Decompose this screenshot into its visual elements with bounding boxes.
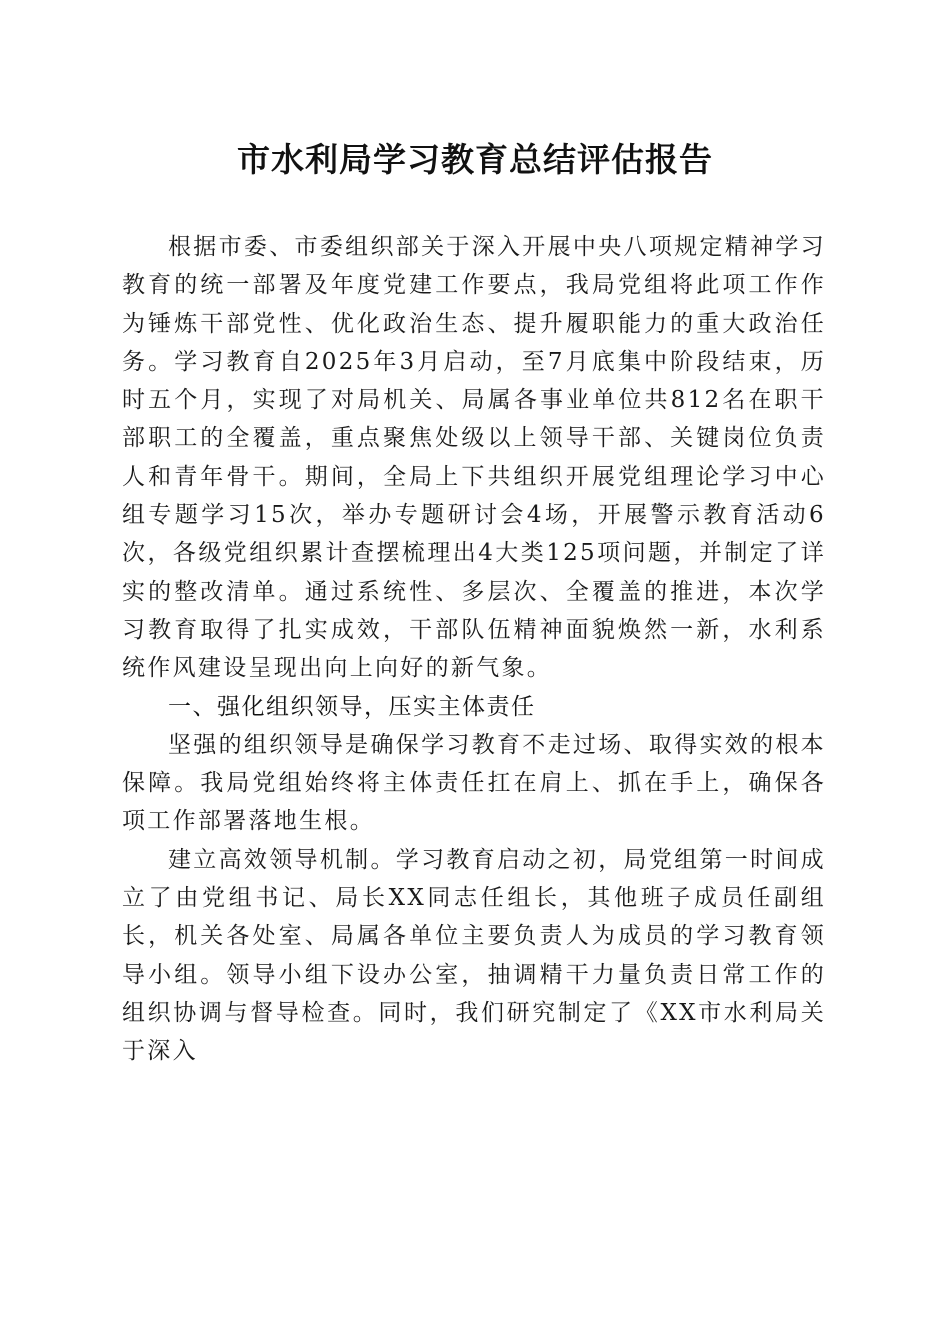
section-1-paragraph-1: 坚强的组织领导是确保学习教育不走过场、取得实效的根本保障。我局党组始终将主体责任扛在肩上、抓在手上，确保各项工作部署落地生根。 [122,731,826,835]
intro-paragraph: 根据市委、市委组织部关于深入开展中央八项规定精神学习教育的统一部署及年度党建工作要点，我局党组将此项工作作为锤炼干部党性、优化政治生态、提升履职能力的重大政治任务。学习教育自2025年3月启动，至7月底集中阶段结束，历时五个月，实现了对局机关、局属各事业单位共812名在职干部职工的全覆盖，重点聚焦处级以上领导干部、关键岗位负责人和青年骨干。期间，全局上下共组织开展党组理论学习中心组专题学习15次，举办专题研讨会4场，开展警示教育活动6次，各级党组织累计查摆梳理出4大类125项问题，并制定了详实的整改清单。通过系统性、多层次、全覆盖的推进，本次学习教育取得了扎实成效，干部队伍精神面貌焕然一新，水利系统作风建设呈现出向上向好的新气象。 [122,234,826,682]
section-1-paragraph-2: 建立高效领导机制。学习教育启动之初，局党组第一时间成立了由党组书记、局长XX同志任组长，其他班子成员任副组长，机关各处室、局属各单位主要负责人为成员的学习教育领导小组。领导小组下设办公室，抽调精干力量负责日常工作的组织协调与督导检查。同时，我们研究制定了《XX市水利局关于深入 [122,846,826,1065]
document-body [122,228,826,1071]
document-title: 市水利局学习教育总结评估报告 [237,140,713,179]
section-1-heading: 一、强化组织领导，压实主体责任 [168,693,536,720]
